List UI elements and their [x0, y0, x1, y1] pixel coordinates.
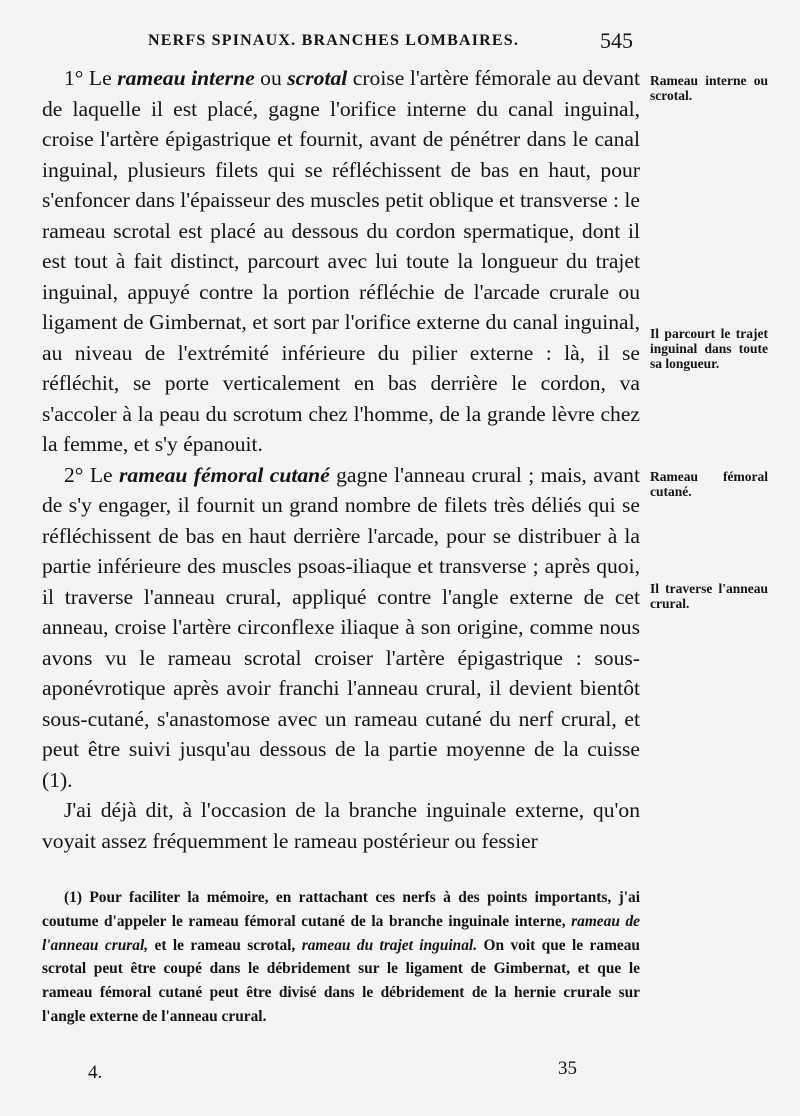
footnote-term-trajet: rameau du trajet inguinal. — [301, 936, 478, 954]
term-scrotal: scrotal — [287, 66, 348, 90]
footnote-term-anneau: rameau de l'anneau crural, — [42, 912, 641, 954]
term-rameau-femoral-cutane: rameau fémoral cutané — [119, 462, 330, 487]
margin-note-trajet: Il parcourt le trajet inguinal dans toute sa longueur. — [650, 326, 768, 371]
margin-note-anneau: Il traverse l'anneau crural. — [650, 581, 768, 611]
paragraph-connector: ou — [254, 66, 288, 90]
signature-mark-left: 4. — [88, 1062, 103, 1083]
running-title: NERFS SPINAUX. BRANCHES LOMBAIRES. — [148, 32, 520, 49]
margin-note-scrotal: Rameau interne ou scrotal. — [650, 73, 768, 103]
paragraph-body: gagne l'anneau crural ; mais, avant de s'y engager, il fournit un grand nombre de filets très déliés qui se réfléchissent de bas en haut derrière l'arcade, pour se distribuer à la partie inférieure des muscles psoas-iliaque et transverse ; après quoi, il traverse l'anneau crural, appliqué contre l'angle externe de cet anneau, croise l'artère circonflexe iliaque à son origine, comme nous avons vu le rameau scrotal croiser l'artère épigastrique : sous-aponévrotique après avoir franchi l'anneau crural, il devient bientôt sous-cutané, s'anastomose avec un rameau cutané du nerf crural, et peut être suivi jusqu'au dessous de la partie moyenne de la cuisse (1). — [42, 462, 640, 792]
paragraph-scrotal-branch — [42, 63, 640, 460]
page-number: 545 — [600, 28, 633, 53]
footnote-text — [42, 886, 640, 1029]
margin-note-femoral: Rameau fémoral cutané. — [650, 469, 768, 499]
paragraph-lead: 2° Le — [64, 462, 119, 487]
footnote-body: On voit que le rameau scrotal peut être coupé dans le débridement sur le ligament de Gimbernat, et que le rameau fémoral cutané peut être divisé dans le débridement de la hernie crurale sur l'angle externe de l'anneau crural. — [42, 936, 640, 1025]
paragraph-body: croise l'artère fémorale au devant de laquelle il est placé, gagne l'orifice interne du canal inguinal, croise l'artère épigastrique et fournit, avant de pénétrer dans le canal inguinal, plusieurs filets qui se réfléchissent de bas en haut, pour s'enfoncer dans l'épaisseur des muscles petit oblique et transverse : le rameau scrotal est placé au dessous du cordon spermatique, dont il est tout à fait distinct, parcourt avec lui toute la longueur du trajet inguinal, appuyé contre la portion réfléchie de l'arcade crurale ou ligament de Gimbernat, et sort par l'orifice externe du canal inguinal, au niveau de l'extrémité inférieure du pilier externe : là, il se réfléchit, se porte verticalement en bas derrière le cordon, va s'accoler à la peau du scrotum chez l'homme, de la grande lèvre chez la femme, et s'y épanouit. — [42, 66, 640, 456]
paragraph-femoral-branch — [42, 460, 640, 796]
footnote — [42, 886, 640, 1029]
term-rameau-interne: rameau interne — [117, 66, 255, 90]
signature-mark-right: 35 — [558, 1058, 577, 1079]
main-text — [42, 63, 640, 856]
footnote-connector: et le rameau scrotal, — [148, 936, 302, 954]
footnote-lead: (1) Pour faciliter la mémoire, en rattachant ces nerfs à des points importants, j'ai coutume d'appeler le rameau fémoral cutané de la branche inguinale interne, — [42, 889, 640, 930]
paragraph-gluteal-branch: J'ai déjà dit, à l'occasion de la branche inguinale externe, qu'on voyait assez fréquemment le rameau postérieur ou fessier — [42, 798, 640, 853]
paragraph-lead: 1° Le — [64, 66, 118, 90]
